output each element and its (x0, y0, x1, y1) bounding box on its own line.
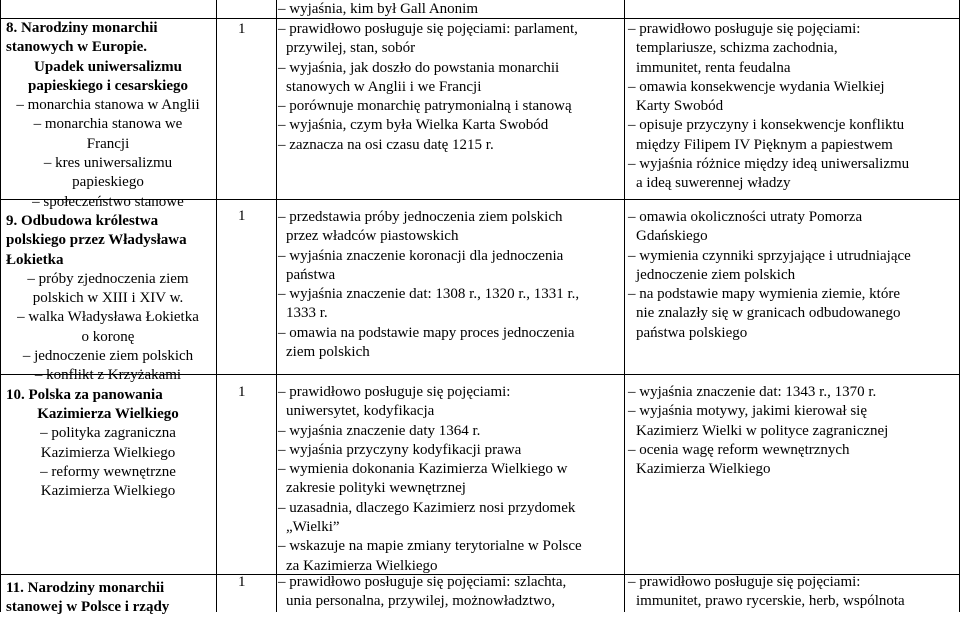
row-hours-2: 1 (238, 208, 246, 224)
topic-line: – konflikt z Krzyżakami (34, 367, 182, 384)
requirement-line: a ideą suwerennej władzy (636, 175, 791, 192)
topic-line: 9. Odbudowa królestwa (6, 212, 159, 229)
topic-line: Kazimierza Wielkiego (40, 483, 176, 500)
requirement-line: – przedstawia próby jednoczenia ziem polskich (278, 209, 563, 225)
column-divider (276, 0, 277, 612)
requirement-line: – wyjaśnia motywy, jakimi kierował się (628, 403, 867, 420)
requirement-line: – opisuje przyczyny i konsekwencje konfliktu (628, 117, 905, 134)
requirement-line: – wyjaśnia, kim był Gall Anonim (278, 1, 478, 17)
requirement-line: państwa polskiego (636, 324, 748, 341)
requirement-line: – omawia na podstawie mapy proces jednoczenia (278, 324, 575, 341)
basic-requirements-cell (278, 573, 622, 612)
requirement-line: jednoczenie ziem polskich (636, 266, 796, 283)
topic-line: – jednoczenie ziem polskich (22, 348, 194, 365)
blank-line (6, 521, 210, 540)
requirement-line: – wymienia czynniki sprzyjające i utrudniające (628, 247, 911, 264)
requirement-line: „Wielki” (286, 519, 340, 536)
topic-line: Kazimierza Wielkiego (40, 444, 176, 461)
basic-requirements-cell (278, 20, 622, 155)
topics-column (6, 19, 210, 617)
topic-line: Francji (86, 135, 130, 152)
topic-line: polskich w XIII i XIV w. (32, 290, 184, 307)
requirement-line: – wyjaśnia różnice między ideą uniwersalizmu (628, 156, 910, 173)
topic-line: – społeczeństwo stanowe (32, 193, 184, 210)
requirement-line: – prawidłowo posługuje się pojęciami: (628, 574, 861, 590)
topic-line: polskiego przez Władysława (6, 232, 187, 249)
requirement-line: – wyjaśnia znaczenie koronacji dla jednoczenia (278, 247, 564, 264)
requirement-line: templariusze, schizma zachodnia, (636, 40, 838, 57)
topic-line: o koronę (81, 328, 135, 345)
row-hours-1: 1 (238, 21, 246, 37)
basic-requirements-cell (278, 383, 622, 576)
requirement-line: Kazimierza Wielkiego (636, 461, 771, 478)
topic-line: – monarchia stanowa w Anglii (16, 97, 200, 114)
requirement-line: stanowych w Anglii i we Francji (286, 78, 482, 95)
requirement-line: – zaznacza na osi czasu datę 1215 r. (278, 136, 494, 153)
blank-line (6, 501, 210, 520)
blank-line (6, 559, 210, 578)
requirement-line: – na podstawie mapy wymienia ziemie, które (628, 286, 900, 303)
topic-line: – monarchia stanowa we (33, 116, 183, 133)
extended-requirements-cell (628, 208, 956, 343)
extended-requirements-cell (628, 383, 956, 479)
topic-line: stanowych w Europie. (6, 39, 147, 56)
requirement-line: – wyjaśnia znaczenie dat: 1343 r., 1370 r. (628, 384, 877, 400)
requirement-line: – prawidłowo posługuje się pojęciami: szlachta, (278, 574, 567, 590)
topic-line: 8. Narodziny monarchii (6, 20, 158, 36)
requirement-line: – porównuje monarchię patrymonialną i stanową (278, 98, 572, 115)
requirement-line: – wyjaśnia przyczyny kodyfikacji prawa (278, 441, 522, 458)
requirement-line: immunitet, renta feudalna (636, 59, 791, 76)
extended-requirements-cell (628, 573, 956, 612)
requirement-line: – wyjaśnia znaczenie dat: 1308 r., 1320 r., 1331 r., (278, 286, 580, 303)
requirement-line: – omawia konsekwencje wydania Wielkiej (628, 78, 885, 95)
row-hours-3: 1 (238, 384, 246, 400)
topic-line: papieskiego i cesarskiego (28, 77, 188, 94)
requirement-line: unia personalna, przywilej, możnowładztwo, (286, 593, 556, 610)
topic-line: – walka Władysława Łokietka (17, 309, 199, 326)
basic-requirements-cell (278, 208, 622, 362)
requirement-line: między Filipem IV Pięknym a papiestwem (636, 136, 893, 153)
requirement-line: – wymienia dokonania Kazimierza Wielkiego w (278, 461, 568, 478)
topic-line: – próby zjednoczenia ziem (27, 270, 189, 287)
requirement-line: zakresie polityki wewnętrznej (286, 480, 466, 497)
topic-line: 11. Narodziny monarchii (6, 579, 165, 596)
column-divider (216, 0, 217, 612)
requirement-line: immunitet, prawo rycerskie, herb, wspólnota (636, 593, 905, 610)
requirement-line: – prawidłowo posługuje się pojęciami: (628, 21, 861, 37)
requirement-line: – wyjaśnia, jak doszło do powstania monarchii (278, 59, 560, 76)
requirement-line: Kazimierz Wielki w polityce zagranicznej (636, 422, 889, 439)
requirement-line: – prawidłowo posługuje się pojęciami: parlament, (278, 21, 578, 37)
requirement-line: – uzasadnia, dlaczego Kazimierz nosi przydomek (278, 499, 576, 516)
extended-requirements-cell (628, 20, 956, 194)
requirement-line: państwa (286, 266, 336, 283)
topic-line: – reformy wewnętrzne (40, 463, 176, 480)
blank-line (6, 540, 210, 559)
topic-line: papieskiego (72, 174, 144, 191)
requirement-line: ziem polskich (286, 344, 370, 361)
requirement-line: uniwersytet, kodyfikacja (286, 403, 435, 420)
topic-line: Łokietka (6, 251, 64, 268)
topic-line: Kazimierza Wielkiego (37, 405, 179, 422)
requirement-line: – wyjaśnia, czym była Wielka Karta Swobód (278, 117, 549, 134)
requirement-line: za Kazimierza Wielkiego (286, 557, 438, 574)
requirement-line: – wyjaśnia znaczenie daty 1364 r. (278, 422, 481, 439)
topic-line: 10. Polska za panowania (6, 386, 163, 403)
column-divider (624, 0, 625, 612)
requirement-line: Gdańskiego (636, 228, 708, 245)
requirement-line: – ocenia wagę reform wewnętrznych (628, 441, 850, 458)
requirement-line: przez władców piastowskich (286, 228, 459, 245)
requirement-line: nie znalazły się w granicach odbudowanego (636, 305, 901, 322)
requirement-line: – wskazuje na mapie zmiany terytorialne w Polsce (278, 538, 582, 555)
basic-requirements-cell (278, 0, 622, 19)
requirement-line: Karty Swobód (636, 98, 724, 115)
requirement-line: – omawia okoliczności utraty Pomorza (628, 209, 863, 225)
topic-line: Upadek uniwersalizmu (34, 58, 182, 75)
row-hours-4: 1 (238, 574, 246, 590)
requirement-line: przywilej, stan, sobór (286, 40, 416, 57)
table-border-left (0, 0, 1, 612)
topic-line: stanowej w Polsce i rządy (6, 598, 170, 615)
requirement-line: – prawidłowo posługuje się pojęciami: (278, 384, 511, 400)
topic-line: – kres uniwersalizmu (43, 155, 173, 172)
topic-line: – polityka zagraniczna (40, 425, 176, 442)
requirement-line: 1333 r. (286, 305, 328, 322)
